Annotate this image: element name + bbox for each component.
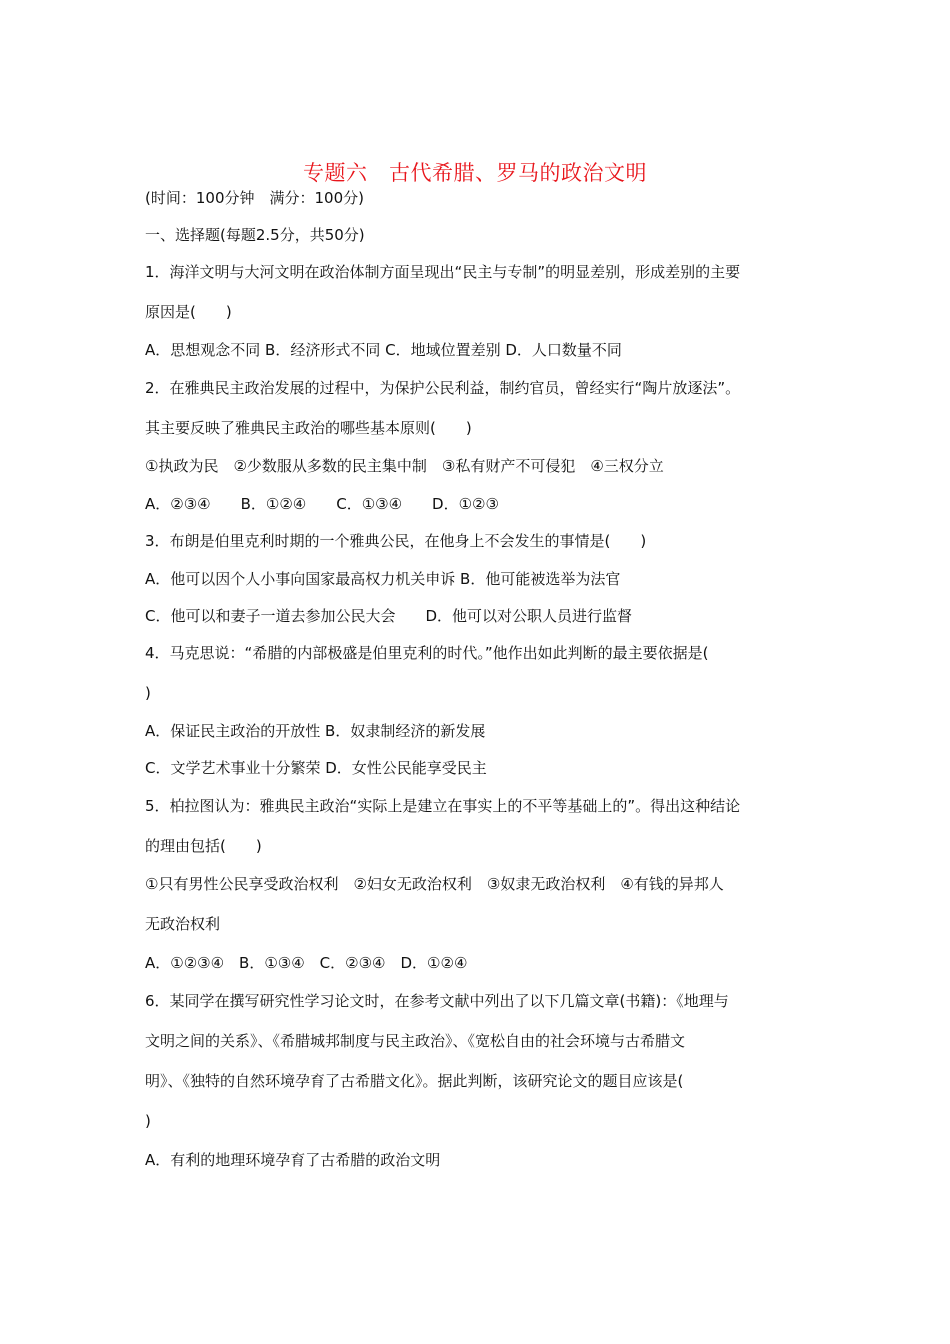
section-heading: 一、选择题(每题2.5分，共50分) xyxy=(145,226,365,244)
q4-options-line-2: C．文学艺术事业十分繁荣 D．女性公民能享受民主 xyxy=(145,759,487,777)
q5-items-line-1: ①只有男性公民享受政治权利 ②妇女无政治权利 ③奴隶无政治权利 ④有钱的异邦人 xyxy=(145,875,724,893)
q2-stem-line-1: 2．在雅典民主政治发展的过程中，为保护公民利益，制约官员，曾经实行“陶片放逐法”。 xyxy=(145,379,741,397)
q6-option-a: A．有利的地理环境孕育了古希腊的政治文明 xyxy=(145,1151,441,1169)
q3-options-line-2: C．他可以和妻子一道去参加公民大会 D．他可以对公职人员进行监督 xyxy=(145,607,633,625)
q2-items: ①执政为民 ②少数服从多数的民主集中制 ③私有财产不可侵犯 ④三权分立 xyxy=(145,457,664,475)
q2-options: A．②③④ B．①②④ C．①③④ D．①②③ xyxy=(145,495,499,513)
exam-meta: (时间：100分钟 满分：100分) xyxy=(145,189,364,207)
q2-stem-line-2: 其主要反映了雅典民主政治的哪些基本原则( ) xyxy=(145,419,472,437)
q6-stem-line-2: 文明之间的关系》、《希腊城邦制度与民主政治》、《宽松自由的社会环境与古希腊文 xyxy=(145,1032,686,1050)
q3-options-line-1: A．他可以因个人小事向国家最高权力机关申诉 B．他可能被选举为法官 xyxy=(145,570,621,588)
q5-stem-line-1: 5．柏拉图认为：雅典民主政治“实际上是建立在事实上的不平等基础上的”。得出这种结论 xyxy=(145,797,741,815)
q5-stem-line-2: 的理由包括( ) xyxy=(145,837,262,855)
q3-stem: 3．布朗是伯里克利时期的一个雅典公民，在他身上不会发生的事情是( ) xyxy=(145,532,647,550)
q4-stem-line-1: 4．马克思说：“希腊的内部极盛是伯里克利的时代。”他作出如此判断的最主要依据是( xyxy=(145,644,709,662)
q6-stem-line-1: 6．某同学在撰写研究性学习论文时，在参考文献中列出了以下几篇文章(书籍)：《地理与 xyxy=(145,992,729,1010)
q6-stem-line-4: ) xyxy=(145,1112,151,1130)
q1-stem-line-1: 1．海洋文明与大河文明在政治体制方面呈现出“民主与专制”的明显差别，形成差别的主要 xyxy=(145,263,741,281)
q5-options: A．①②③④ B．①③④ C．②③④ D．①②④ xyxy=(145,954,468,972)
q1-options: A．思想观念不同 B．经济形式不同 C．地域位置差别 D．人口数量不同 xyxy=(145,341,622,359)
page-title: 专题六 古代希腊、罗马的政治文明 xyxy=(303,161,647,185)
q4-stem-line-2: ) xyxy=(145,684,151,702)
q5-items-line-2: 无政治权利 xyxy=(145,915,221,933)
q6-stem-line-3: 明》、《独特的自然环境孕育了古希腊文化》。据此判断，该研究论文的题目应该是( xyxy=(145,1072,684,1090)
q4-options-line-1: A．保证民主政治的开放性 B．奴隶制经济的新发展 xyxy=(145,722,486,740)
q1-stem-line-2: 原因是( ) xyxy=(145,303,232,321)
